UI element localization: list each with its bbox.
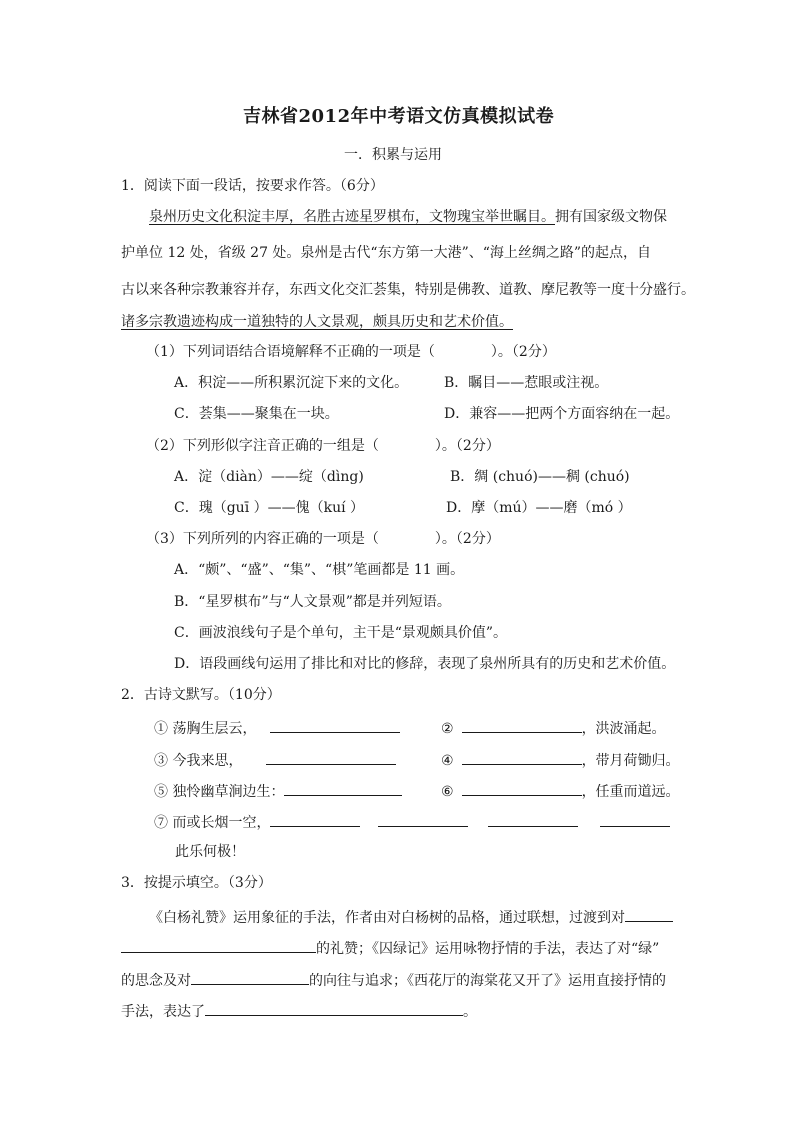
q2-stem: 2．古诗文默写。（10分） <box>121 687 281 703</box>
q3-line3 <box>121 969 666 990</box>
q1-passage-line1 <box>149 208 667 226</box>
q3-line4-text-b: 。 <box>463 1004 477 1020</box>
q2-item-2-text: ，洪波涌起。 <box>581 721 666 737</box>
q2-item-4 <box>441 749 680 770</box>
q2-item-6-number: ⑥ <box>441 784 454 800</box>
answer-blank[interactable] <box>462 780 582 796</box>
q1-sub1-option-a: A．积淀——所积累沉淀下来的文化。 <box>174 375 409 391</box>
q3-line4 <box>121 1000 477 1021</box>
q3-line3-text-a: 的思念及对 <box>121 973 191 989</box>
q1-passage-text: 拥有国家级文物保 <box>555 209 667 225</box>
q1-sub3-option-a: A．“颇”、“盛”、“集”、“棋”笔画都是 11 画。 <box>174 562 465 578</box>
answer-blank[interactable] <box>266 749 396 765</box>
answer-blank[interactable] <box>600 811 670 827</box>
q1-sub1-option-b: B．瞩目——惹眼或注视。 <box>444 375 609 391</box>
answer-blank[interactable] <box>488 811 578 827</box>
q1-stem: 1．阅读下面一段话，按要求作答。（6分） <box>121 178 384 194</box>
q2-item-6-text: ，任重而道远。 <box>581 784 680 800</box>
q1-sub2-option-b: B．绸 (chuó)——稠 (chuó) <box>450 469 630 485</box>
q3-line1 <box>149 906 673 927</box>
answer-blank[interactable] <box>270 811 360 827</box>
q1-sub3-option-b: B．“星罗棋布”与“人文景观”都是并列短语。 <box>174 594 451 610</box>
q1-sub2-option-d: D．摩（mú）——磨（mó ） <box>446 500 632 516</box>
q1-sub1-option-c: C．荟集——聚集在一块。 <box>174 406 339 422</box>
q1-sub2-option-a: A．淀（diàn）——绽（dìng) <box>174 469 364 485</box>
answer-blank[interactable] <box>625 906 673 922</box>
q2-item-5-text: ⑤ 独怜幽草涧边生： <box>154 784 285 800</box>
q3-stem: 3．按提示填空。（3分） <box>121 875 272 891</box>
answer-blank[interactable] <box>191 969 309 985</box>
q2-item-7 <box>154 811 670 832</box>
q3-line1-text: 《白杨礼赞》运用象征的手法，作者由对白杨树的品格，通过联想，过渡到对 <box>149 910 625 926</box>
q2-item-3-text: ③ 今我来思， <box>154 753 243 769</box>
q3-line4-text-a: 手法，表达了 <box>121 1004 205 1020</box>
q2-item-4-text: ，带月荷锄归。 <box>581 753 680 769</box>
answer-blank[interactable] <box>284 780 402 796</box>
q2-item-7-end: 此乐何极！ <box>175 844 245 860</box>
q2-item-6 <box>441 780 680 801</box>
q3-line2 <box>121 937 659 958</box>
answer-blank[interactable] <box>462 749 582 765</box>
section-heading: 一．积累与运用 <box>344 147 442 163</box>
q2-item-2 <box>441 717 666 738</box>
q1-passage-line3: 古以来各种宗教兼容并存，东西文化交汇荟集，特别是佛教、道教、摩尼教等一度十分盛行。 <box>121 282 695 298</box>
q2-item-1 <box>154 717 400 738</box>
q1-sub3: （3）下列所列的内容正确的一项是（ ）。（2分） <box>146 531 500 547</box>
page-title: 吉林省2012年中考语文仿真模拟试卷 <box>243 106 555 127</box>
q1-passage-line4: 诸多宗教遗迹构成一道独特的人文景观，颇具历史和艺术价值。 <box>121 314 513 330</box>
q2-item-4-number: ④ <box>441 753 454 769</box>
q2-item-1-text: ① 荡胸生层云， <box>154 721 257 737</box>
answer-blank[interactable] <box>205 1000 463 1016</box>
q1-sub3-option-c: C．画波浪线句子是个单句，主干是“景观颇具价值”。 <box>174 625 508 641</box>
q1-sub2: （2）下列形似字注音正确的一组是（ ）。（2分） <box>146 438 500 454</box>
answer-blank[interactable] <box>378 811 468 827</box>
q2-item-3 <box>154 749 396 770</box>
q1-sub1: （1）下列词语结合语境解释不正确的一项是（ ）。（2分） <box>146 344 556 360</box>
q1-underlined-sentence: 泉州历史文化积淀丰厚，名胜古迹星罗棋布，文物瑰宝举世瞩目。 <box>149 209 555 225</box>
q3-line2-text: 的礼赞；《囚绿记》运用咏物抒情的手法，表达了对“绿” <box>316 941 660 957</box>
answer-blank[interactable] <box>270 717 400 733</box>
q1-passage-line2: 护单位 12 处，省级 27 处。泉州是古代“东方第一大港”、“海上丝绸之路”的起点，自 <box>121 245 652 261</box>
q1-sub2-option-c: C．瑰（guī ）——傀（kuí ） <box>174 500 365 516</box>
q1-sub1-option-d: D．兼容——把两个方面容纳在一起。 <box>444 406 680 422</box>
answer-blank[interactable] <box>121 937 316 953</box>
q1-sub3-option-d: D．语段画线句运用了排比和对比的修辞，表现了泉州所具有的历史和艺术价值。 <box>174 656 676 672</box>
answer-blank[interactable] <box>462 717 582 733</box>
q2-item-2-number: ② <box>441 721 454 737</box>
q2-item-5 <box>154 780 402 801</box>
q3-line3-text-b: 的向往与追求；《西花厅的海棠花又开了》运用直接抒情的 <box>309 973 666 989</box>
q2-item-7-text: ⑦ 而或长烟一空， <box>154 815 271 831</box>
